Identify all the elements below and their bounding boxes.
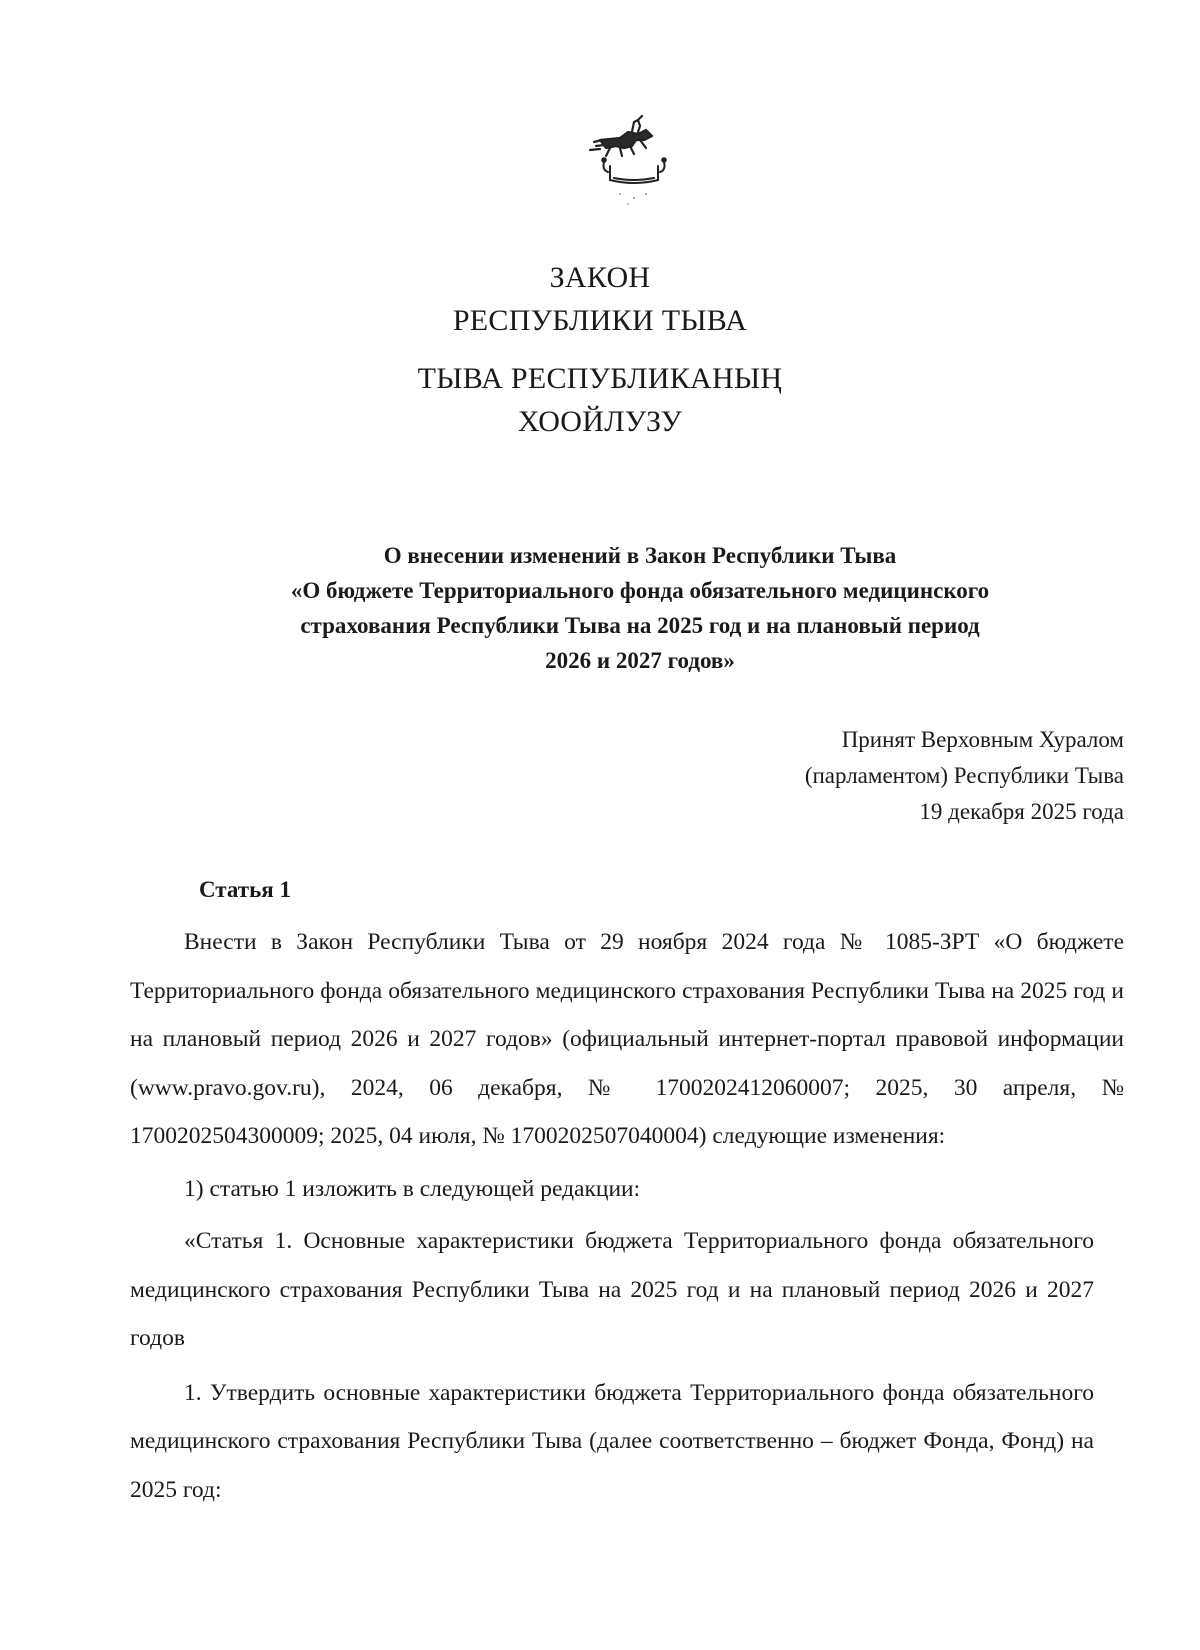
law-heading-line: ХООЙЛУЗУ [517, 405, 683, 438]
article-body [130, 918, 1124, 1514]
law-heading-line: РЕСПУБЛИКИ ТЫВА [452, 304, 748, 337]
law-title-line: «О бюджете Территориального фонда обязательного медицинского [290, 578, 990, 603]
law-title-line: страхования Республики Тыва на 2025 год и на плановый период [300, 613, 980, 638]
coat-of-arms-emblem-icon [580, 110, 690, 220]
adoption-line: (парламентом) Республики Тыва [804, 763, 1124, 788]
law-title-line: О внесении изменений в Закон Республики Тыва [383, 543, 897, 568]
law-heading-line: ТЫВА РЕСПУБЛИКАНЫҢ [417, 362, 783, 395]
law-title-line: 2026 и 2027 годов» [545, 648, 735, 673]
law-heading-line: ЗАКОН [549, 261, 651, 294]
adoption-line: Принят Верховным Хуралом [841, 727, 1124, 752]
law-heading-tuvan [0, 357, 1200, 443]
article-paragraph: 1. Утвердить основные характеристики бюджета Территориального фонда обязательного медицинского страхования Республики Тыва (далее соответственно – бюджет Фонда, Фонд) на 2025 год: [130, 1379, 1094, 1503]
law-title [200, 538, 1080, 678]
article-paragraph: «Статья 1. Основные характеристики бюджета Территориального фонда обязательного медицинского страхования Республики Тыва на 2025 год и на плановый период 2026 и 2027 годов [130, 1228, 1094, 1351]
article-heading: Статья 1 [199, 877, 291, 902]
adoption-note [805, 722, 1124, 830]
article-paragraph: Внести в Закон Республики Тыва от 29 ноября 2024 года № 1085-ЗРТ «О бюджете Территориального фонда обязательного медицинского страхования Республики Тыва на 2025 год и на плановый период 2026 и 2027 годов» (официальный интернет-портал правовой информации (www.pravo.gov.ru), 2024, 06 декабря, № 1700202412060007; 2025, 30 апреля, № 1700202504300009; 2025, 04 июля, № 1700202507040004) следующие изменения: [130, 929, 1124, 1149]
law-heading-russian [0, 256, 1200, 342]
adoption-date: 19 декабря 2025 года [919, 799, 1124, 824]
article-paragraph: 1) статью 1 изложить в следующей редакции: [184, 1175, 641, 1202]
